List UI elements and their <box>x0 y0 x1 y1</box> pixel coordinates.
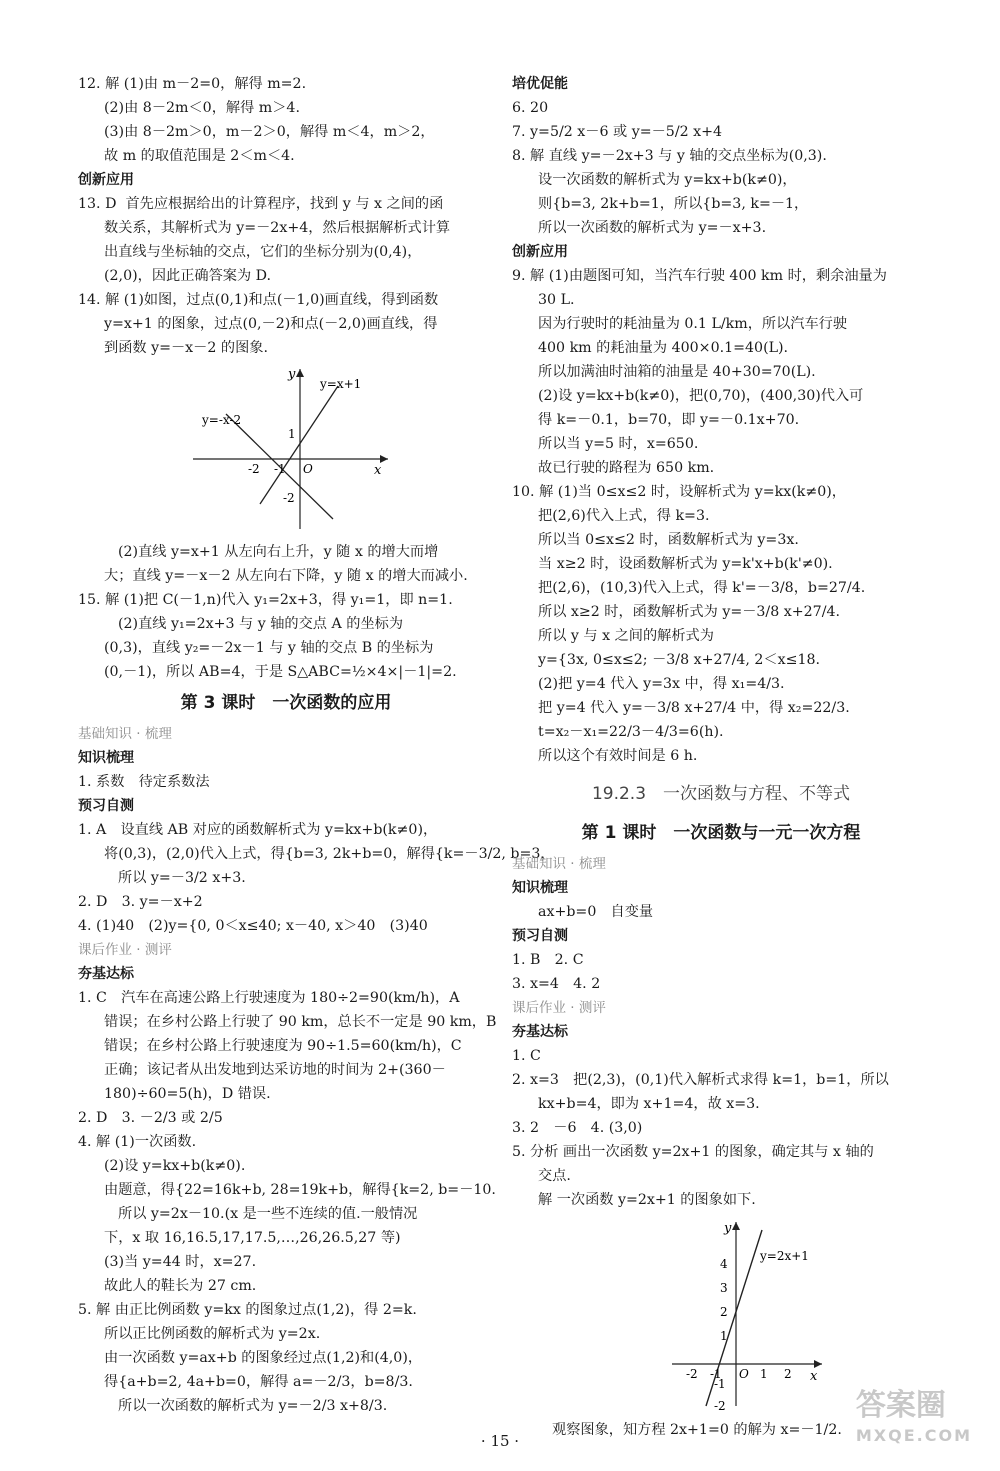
text-line: 观察图象，知方程 2x+1=0 的解为 x=－1/2. <box>552 1422 842 1438</box>
text-line: 4. (1)40 (2)y={0, 0＜x≤40; x－40, x＞40 (3)40 <box>78 918 428 934</box>
graph2-y-tick: -1 <box>714 1377 726 1391</box>
graph1-origin-label: O <box>303 462 313 476</box>
text-line: 180)÷60=5(h)，D 错误. <box>104 1086 271 1102</box>
text-line: 3. x=4 4. 2 <box>512 976 601 992</box>
graph2-line-label: y=2x+1 <box>760 1249 809 1263</box>
text-line: y=x+1 的图象，过点(0,－2)和点(－2,0)画直线，得 <box>104 316 438 332</box>
page-number: · 15 · <box>480 1432 520 1450</box>
text-line: (3)由 8－2m＞0，m－2＞0，解得 m＜4，m＞2， <box>104 124 435 140</box>
graph2-origin-label: O <box>739 1367 749 1381</box>
text-line: 错误；在乡村公路上行驶了 90 km，总长不一定是 90 km，B <box>104 1014 497 1030</box>
text-line: 到函数 y=－x－2 的图象. <box>104 340 268 356</box>
text-line: 则{b=3, 2k+b=1，所以{b=3, k=－1， <box>538 196 809 212</box>
text-line: 9. 解 (1)由题图可知，当汽车行驶 400 km 时，剩余油量为 <box>512 268 887 284</box>
right-text-block-2 <box>512 852 930 1212</box>
graph1-tick-label: -2 <box>283 491 295 505</box>
text-line: 8. 解 直线 y=－2x+3 与 y 轴的交点坐标为(0,3). <box>512 148 827 164</box>
text-line: y={3x, 0≤x≤2; －3/8 x+27/4, 2＜x≤18. <box>538 652 821 668</box>
graph-two-lines <box>188 364 418 534</box>
graph2-y-tick: 4 <box>720 1257 728 1271</box>
text-line: 1. 系数 待定系数法 <box>78 774 210 790</box>
text-line: 所以正比例函数的解析式为 y=2x. <box>104 1326 321 1342</box>
text-line: 2. D 3. －2/3 或 2/5 <box>78 1110 223 1126</box>
text-line: 所以当 0≤x≤2 时，函数解析式为 y=3x. <box>538 532 799 548</box>
text-line: 所以加满油时油箱的油量是 40+30=70(L). <box>538 364 816 380</box>
text-line: 把(2,6)，(10,3)代入上式，得 k'=－3/8，b=27/4. <box>538 580 866 596</box>
text-line: 大；直线 y=－x－2 从左向右下降，y 随 x 的增大而减小. <box>104 568 468 584</box>
text-line: 所以 y=2x－10.(x 是一些不连续的值.一般情况 <box>118 1206 418 1222</box>
text-line: (2)直线 y=x+1 从左向右上升，y 随 x 的增大而增 <box>118 544 439 560</box>
text-line: 4. 解 (1)一次函数. <box>78 1134 197 1150</box>
text-line: 知识梳理 <box>512 880 568 896</box>
text-line: 正确；该记者从出发地到达采访地的时间为 2+(360－ <box>104 1062 446 1078</box>
text-line: 5. 分析 画出一次函数 y=2x+1 的图象，确定其与 x 轴的 <box>512 1144 874 1160</box>
text-line: 由题意，得{22=16k+b, 28=19k+b，解得{k=2, b=－10. <box>104 1182 496 1198</box>
watermark-logo <box>855 1388 972 1451</box>
text-line: 3. 2 －6 4. (3,0) <box>512 1120 643 1136</box>
right-column <box>512 72 930 1442</box>
text-line: (0,－1)，所以 AB=4，于是 S△ABC=½×4×|－1|=2. <box>104 664 457 680</box>
text-line: 因为行驶时的耗油量为 0.1 L/km，所以汽车行驶 <box>538 316 848 332</box>
text-line: 7. y=5/2 x－6 或 y=－5/2 x+4 <box>512 124 723 140</box>
text-line: 由一次函数 y=ax+b 的图象经过点(1,2)和(4,0)， <box>104 1350 423 1366</box>
graph2-y-tick: 3 <box>720 1281 728 1295</box>
text-line: 5. 解 由正比例函数 y=kx 的图象过点(1,2)，得 2=k. <box>78 1302 417 1318</box>
watermark-line2: MXQE.COM <box>855 1426 972 1445</box>
text-line: (2)由 8－2m＜0，解得 m＞4. <box>104 100 300 116</box>
text-line: 2. D 3. y=－x+2 <box>78 894 203 910</box>
graph1-tick-label: -1 <box>274 462 286 476</box>
text-line: 基础知识 · 梳理 <box>512 856 606 872</box>
graph2-x-tick: -2 <box>686 1367 698 1381</box>
text-line: (2)设 y=kx+b(k≠0). <box>104 1158 246 1174</box>
text-line: 培优促能 <box>512 76 568 92</box>
text-line: (2)设 y=kx+b(k≠0)，把(0,70)，(400,30)代入可 <box>538 388 864 404</box>
graph2-y-tick: -2 <box>714 1399 726 1412</box>
text-line: 1. B 2. C <box>512 952 584 968</box>
text-line: 得 k=－0.1，b=70，即 y=－0.1x+70. <box>538 412 800 428</box>
graph2-y-tick: 2 <box>720 1305 728 1319</box>
text-line: 得{a+b=2, 4a+b=0，解得 a=－2/3，b=8/3. <box>104 1374 413 1390</box>
graph1-line1-label: y=x+1 <box>320 377 362 391</box>
text-line: 13. D 首先应根据给出的计算程序，找到 y 与 x 之间的函 <box>78 196 444 212</box>
graph1-y-label: y <box>288 367 296 382</box>
text-line: 把(2,6)代入上式，得 k=3. <box>538 508 710 524</box>
text-line: 创新应用 <box>512 244 568 260</box>
graph2-x-tick: 1 <box>760 1367 768 1381</box>
text-line: (2)把 y=4 代入 y=3x 中，得 x₁=4/3. <box>538 676 785 692</box>
left-text-block-1 <box>78 72 494 360</box>
graph2-y-tick: 1 <box>720 1329 728 1343</box>
text-line: (3)当 y=44 时，x=27. <box>104 1254 257 1270</box>
text-line: 知识梳理 <box>78 750 134 766</box>
text-line: 所以 y=－3/2 x+3. <box>118 870 246 886</box>
text-line: 所以一次函数的解析式为 y=－2/3 x+8/3. <box>118 1398 388 1414</box>
graph2-y-label: y <box>724 1221 732 1236</box>
text-line: 当 x≥2 时，设函数解析式为 y=k'x+b(k'≠0). <box>538 556 833 572</box>
text-line: 创新应用 <box>78 172 134 188</box>
text-line: (2,0)，因此正确答案为 D. <box>104 268 272 284</box>
graph2-x-tick: -1 <box>710 1367 722 1381</box>
text-line: 所以这个有效时间是 6 h. <box>538 748 698 764</box>
text-line: 出直线与坐标轴的交点，它们的坐标分别为(0,4)， <box>104 244 422 260</box>
text-line: 课后作业 · 测评 <box>512 1000 606 1016</box>
text-line: 夯基达标 <box>512 1024 568 1040</box>
graph1-x-label: x <box>374 463 382 478</box>
text-line: ax+b=0 自变量 <box>538 904 654 920</box>
text-line: 1. C 汽车在高速公路上行驶速度为 180÷2=90(km/h)，A <box>78 990 460 1006</box>
text-line: 夯基达标 <box>78 966 134 982</box>
text-line: 下，x 取 16,16.5,17,17.5,…,26,26.5,27 等) <box>104 1230 401 1246</box>
text-line: 1. C <box>512 1048 541 1064</box>
text-line: 交点. <box>538 1168 571 1184</box>
text-line: kx+b=4，即为 x+1=4，故 x=3. <box>538 1096 760 1112</box>
text-line: 课后作业 · 测评 <box>78 942 172 958</box>
left-text-block-2 <box>78 540 494 684</box>
lesson-1-title: 第 1 课时 一次函数与一元一次方程 <box>581 823 861 843</box>
text-line: 预习自测 <box>78 798 134 814</box>
text-line: 所以 y 与 x 之间的解析式为 <box>538 628 714 644</box>
lesson-3-title: 第 3 课时 一次函数的应用 <box>180 693 392 713</box>
text-line: 所以当 y=5 时，x=650. <box>538 436 699 452</box>
graph1-line2-label: y=-x-2 <box>202 413 242 427</box>
text-line: 30 L. <box>538 292 575 308</box>
text-line: 预习自测 <box>512 928 568 944</box>
text-line: t=x₂－x₁=22/3－4/3=6(h). <box>538 724 724 740</box>
text-line: (2)直线 y₁=2x+3 与 y 轴的交点 A 的坐标为 <box>118 616 404 632</box>
graph2-x-tick: 2 <box>784 1367 792 1381</box>
text-line: 基础知识 · 梳理 <box>78 726 172 742</box>
text-line: 故此人的鞋长为 27 cm. <box>104 1278 257 1294</box>
text-line: (0,3)，直线 y₂=－2x－1 与 y 轴的交点 B 的坐标为 <box>104 640 434 656</box>
text-line: 把 y=4 代入 y=－3/8 x+27/4 中，得 x₂=22/3. <box>538 700 850 716</box>
text-line: 12. 解 (1)由 m－2=0，解得 m=2. <box>78 76 307 92</box>
watermark-line1: 答案圈 <box>855 1388 946 1423</box>
right-text-block-1 <box>512 72 930 768</box>
graph1-tick-label: -2 <box>248 462 260 476</box>
text-line: 10. 解 (1)当 0≤x≤2 时，设解析式为 y=kx(k≠0)， <box>512 484 846 500</box>
text-line: 错误；在乡村公路上行驶速度为 90÷1.5=60(km/h)，C <box>104 1038 462 1054</box>
text-line: 15. 解 (1)把 C(－1,n)代入 y₁=2x+3，得 y₁=1，即 n=1. <box>78 592 453 608</box>
text-line: 2. x=3 把(2,3)，(0,1)代入解析式求得 k=1，b=1，所以 <box>512 1072 889 1088</box>
graph-y-2x-plus-1 <box>652 1216 852 1412</box>
text-line: 故 m 的取值范围是 2＜m＜4. <box>104 148 295 164</box>
text-line: 6. 20 <box>512 100 549 116</box>
text-line: 所以一次函数的解析式为 y=－x+3. <box>538 220 767 236</box>
text-line: 故已行驶的路程为 650 km. <box>538 460 715 476</box>
text-line: 解 一次函数 y=2x+1 的图象如下. <box>538 1192 756 1208</box>
section-title: 19.2.3 一次函数与方程、不等式 <box>591 784 851 804</box>
text-line: 设一次函数的解析式为 y=kx+b(k≠0)， <box>538 172 797 188</box>
text-line: 将(0,3)，(2,0)代入上式，得{b=3, 2k+b=0，解得{k=－3/2, b=3， <box>104 846 555 862</box>
text-line: 14. 解 (1)如图，过点(0,1)和点(－1,0)画直线，得到函数 <box>78 292 439 308</box>
text-line: 1. A 设直线 AB 对应的函数解析式为 y=kx+b(k≠0)， <box>78 822 438 838</box>
text-line: 数关系，其解析式为 y=－2x+4，然后根据解析式计算 <box>104 220 451 236</box>
graph2-x-label: x <box>810 1369 818 1384</box>
text-line: 所以 x≥2 时，函数解析式为 y=－3/8 x+27/4. <box>538 604 841 620</box>
text-line: 400 km 的耗油量为 400×0.1=40(L). <box>538 340 789 356</box>
graph1-tick-label: 1 <box>288 427 296 441</box>
